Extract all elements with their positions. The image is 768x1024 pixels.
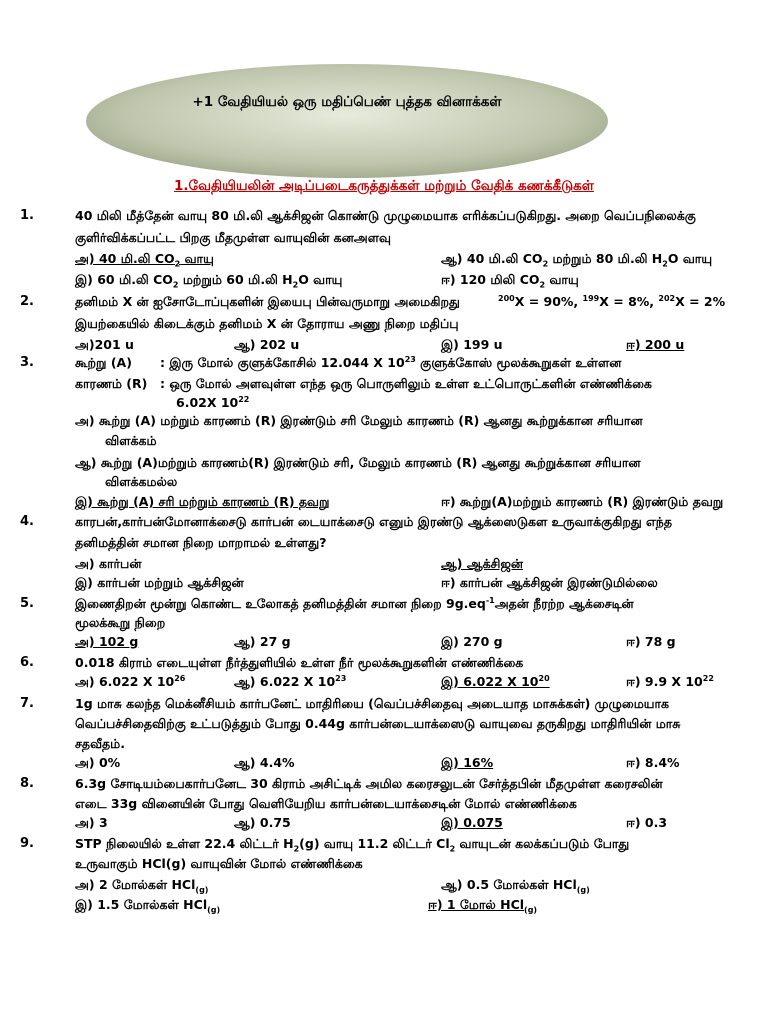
option-d: ஈ) 9.9 X $10^{22}$: [626, 673, 714, 689]
question-text: வெப்பச்சிதைவிற்கு உட்படுத்தும் போது 0.44g கார்பன்டையாக்ஸைடு வாயுவை தருகிறது மாதிரியின் மாசு: [75, 716, 681, 731]
option-b: ஆ) 6.022 X $10^{23}$: [234, 673, 347, 689]
assertion-label: கூற்று (A): [75, 355, 132, 370]
option-c: இ) கார்பன் மற்றும் ஆக்சிஜன்: [75, 575, 244, 590]
question-text: இணைதிறன் மூன்று கொண்ட உலோகத் தனிமத்தின் சமான நிறை $9g.eq^{-1}அதன்$ நீரற்ற ஆக்சைடின்: [75, 595, 634, 611]
option-d: ஈ) 1 மோல் HCl$_{(g)}$: [428, 897, 538, 915]
question-text: 6.3g சோடியம்பைகார்பனேட 30 கிராம் அசிட்டிக் அமில கரைசலுடன் சேர்த்தபின் மீதமுள்ள கரைசலின்: [75, 776, 663, 791]
banner-ellipse: [84, 62, 610, 180]
option-d: ஈ) 0.3: [626, 815, 668, 830]
question-text: இயற்கையில் கிடைக்கும் தனிமம் X ன் தோராய அணு நிறை மதிப்பு: [75, 316, 459, 331]
option-d: ஈ) 200 u: [626, 337, 685, 352]
option-a: அ) கார்பன்: [75, 556, 142, 571]
assertion-text: : இரு மோல் குளுக்கோசில் 12.044 X $10^{23}$ குளுக்கோஸ் மூலக்கூறுகள் உள்ளன: [160, 354, 622, 370]
question-number: 6.: [20, 655, 34, 670]
option-a: அ) 102 g: [75, 634, 139, 649]
option-b: ஆ) ஆக்சிஜன்: [441, 556, 524, 571]
question-number: 3.: [20, 355, 34, 370]
question-text: காரபன்,கார்பன்மோனாக்சைடு கார்பன் டையாக்சைடு எனும் இரண்டு ஆக்ஸைடுகள உருவாக்குகிறது எந்த: [75, 514, 672, 529]
option-c: இ) 6.022 X $10^{20}$: [441, 673, 550, 689]
question-number: 2.: [20, 294, 34, 309]
question-text: 40 மிலி மீத்தேன் வாயு 80 மி.லி ஆக்சிஜன் கொண்டு முழுமையாக எரிக்கப்படுகிறது. அறை வெப்பநிலைக்கு: [75, 208, 696, 223]
option-c: இ) 199 u: [441, 337, 503, 352]
question-text: 1g மாசு கலந்த மெக்னீசியம் கார்பனேட் மாதிரியை (வெப்பச்சிதைவு அடையாத மாசுக்கள்) முழுமையாக: [75, 696, 670, 711]
option-a: அ)201 u: [75, 337, 134, 352]
option-b: ஆ) கூற்று (A)மற்றும் காரணம்(R) இரண்டும் சரி, மேலும் காரணம் (R) ஆனது கூற்றுக்கான சரியான: [75, 455, 641, 470]
option-b: ஆ) 27 g: [234, 634, 291, 649]
option-b: ஆ) 4.4%: [234, 755, 295, 770]
question-number: 9.: [20, 836, 34, 851]
question-number: 1.: [20, 208, 34, 223]
question-text: மூலக்கூறு நிறை: [75, 615, 166, 630]
option-a-cont: விளக்கம்: [105, 433, 157, 448]
question-text: தனிமம் X ன் ஐசோடோப்புகளின் இயைபு பின்வருமாறு அமைகிறது: [75, 294, 460, 309]
option-d: ஈ) 120 மிலி $CO_2$ வாயு: [441, 272, 579, 290]
option-a: அ) 40 மி.லி $CO_2$ வாயு: [75, 251, 214, 269]
option-b: ஆ) 0.5 மோல்கள் HCl$_{(g)}$: [441, 877, 590, 895]
question-text: உருவாகும் HCl(g) வாயுவின் மோல் எண்ணிக்கை: [75, 856, 363, 871]
isotope-composition: $^{200}$X = 90%, $^{199}$X = 8%, $^{202}$X = 2%: [498, 293, 726, 309]
option-a: அ) 0%: [75, 755, 121, 770]
chapter-title: 1.வேதியியலின் அடிப்படைகருத்துக்கள் மற்றும் வேதிக் கணக்கீடுகள்: [174, 178, 594, 194]
option-a: அ) 3: [75, 815, 108, 830]
option-b-cont: விளக்கமல்ல: [105, 474, 178, 489]
reason-text: : ஒரு மோல் அளவுள்ள எந்த ஒரு பொருளிலும் உள்ள உட்பொருட்களின் எண்ணிக்கை: [160, 376, 652, 391]
option-c: இ) 270 g: [441, 634, 503, 649]
option-c: இ) 1.5 மோல்கள் HCl$_{(g)}$: [75, 897, 221, 915]
question-number: 5.: [20, 596, 34, 611]
option-b: ஆ) 202 u: [234, 337, 300, 352]
question-text: STP நிலையில் உள்ள 22.4 லிட்டர் $H_2(g)$ வாயு 11.2 லிட்டர் $Cl_2$ வாயுடன் கலக்கப்படும் போது: [75, 836, 630, 854]
question-text: குளிர்விக்கப்பட்ட பிறகு மீதமுள்ள வாயுவின் கனஅளவு: [75, 230, 391, 245]
option-c: இ) 0.075: [441, 815, 503, 830]
reason-label: காரணம் (R): [75, 376, 148, 391]
reason-value: 6.02X $10^{22}$: [176, 394, 250, 410]
question-number: 8.: [20, 776, 34, 791]
question-number: 4.: [20, 514, 34, 529]
option-a: அ) 6.022 X $10^{26}$: [75, 673, 186, 689]
option-a: அ) கூற்று (A) மற்றும் காரணம் (R) இரண்டும் சரி மேலும் காரணம் (R) ஆனது கூற்றுக்கான சரியான: [75, 413, 643, 428]
option-c: இ) கூற்று (A) சரி மற்றும் காரணம் (R) தவறு: [75, 494, 330, 509]
option-b: ஆ) 40 மி.லி $CO_2$ மற்றும் 80 மி.லி $H_2O$ வாயு: [441, 251, 713, 269]
option-d: ஈ) கார்பன் ஆக்சிஜன் இரண்டுமில்லை: [441, 575, 658, 590]
question-text: தனிமத்தின் சமான நிறை மாறாமல் உள்ளது?: [75, 535, 327, 550]
question-text: 0.018 கிராம் எடையுள்ள நீர்த்துளியில் உள்ள நீர் மூலக்கூறுகளின் எண்ணிக்கை: [75, 655, 524, 670]
option-d: ஈ) 78 g: [626, 634, 676, 649]
option-c: இ) 16%: [441, 755, 494, 770]
option-c: இ) 60 மி.லி $CO_2$ மற்றும் 60 மி.லி $H_2O$ வாயு: [75, 272, 343, 290]
question-text: எடை 33g வினையின் போது வெளியேறிய கார்பன்டையாக்சைடின் மோல் எண்ணிக்கை: [75, 796, 577, 811]
option-b: ஆ) 0.75: [234, 815, 291, 830]
question-number: 7.: [20, 696, 34, 711]
question-text: சதவீதம்.: [75, 736, 125, 751]
option-d: ஈ) கூற்று(A)மற்றும் காரணம் (R) இரண்டும் தவறு: [441, 494, 724, 509]
option-d: ஈ) 8.4%: [626, 755, 680, 770]
option-a: அ) 2 மோல்கள் HCl$_{(g)}$: [75, 877, 209, 895]
page-title: +1 வேதியியல் ஒரு மதிப்பெண் புத்தக வினாக்கள்: [192, 94, 502, 110]
title-banner: [84, 62, 610, 180]
